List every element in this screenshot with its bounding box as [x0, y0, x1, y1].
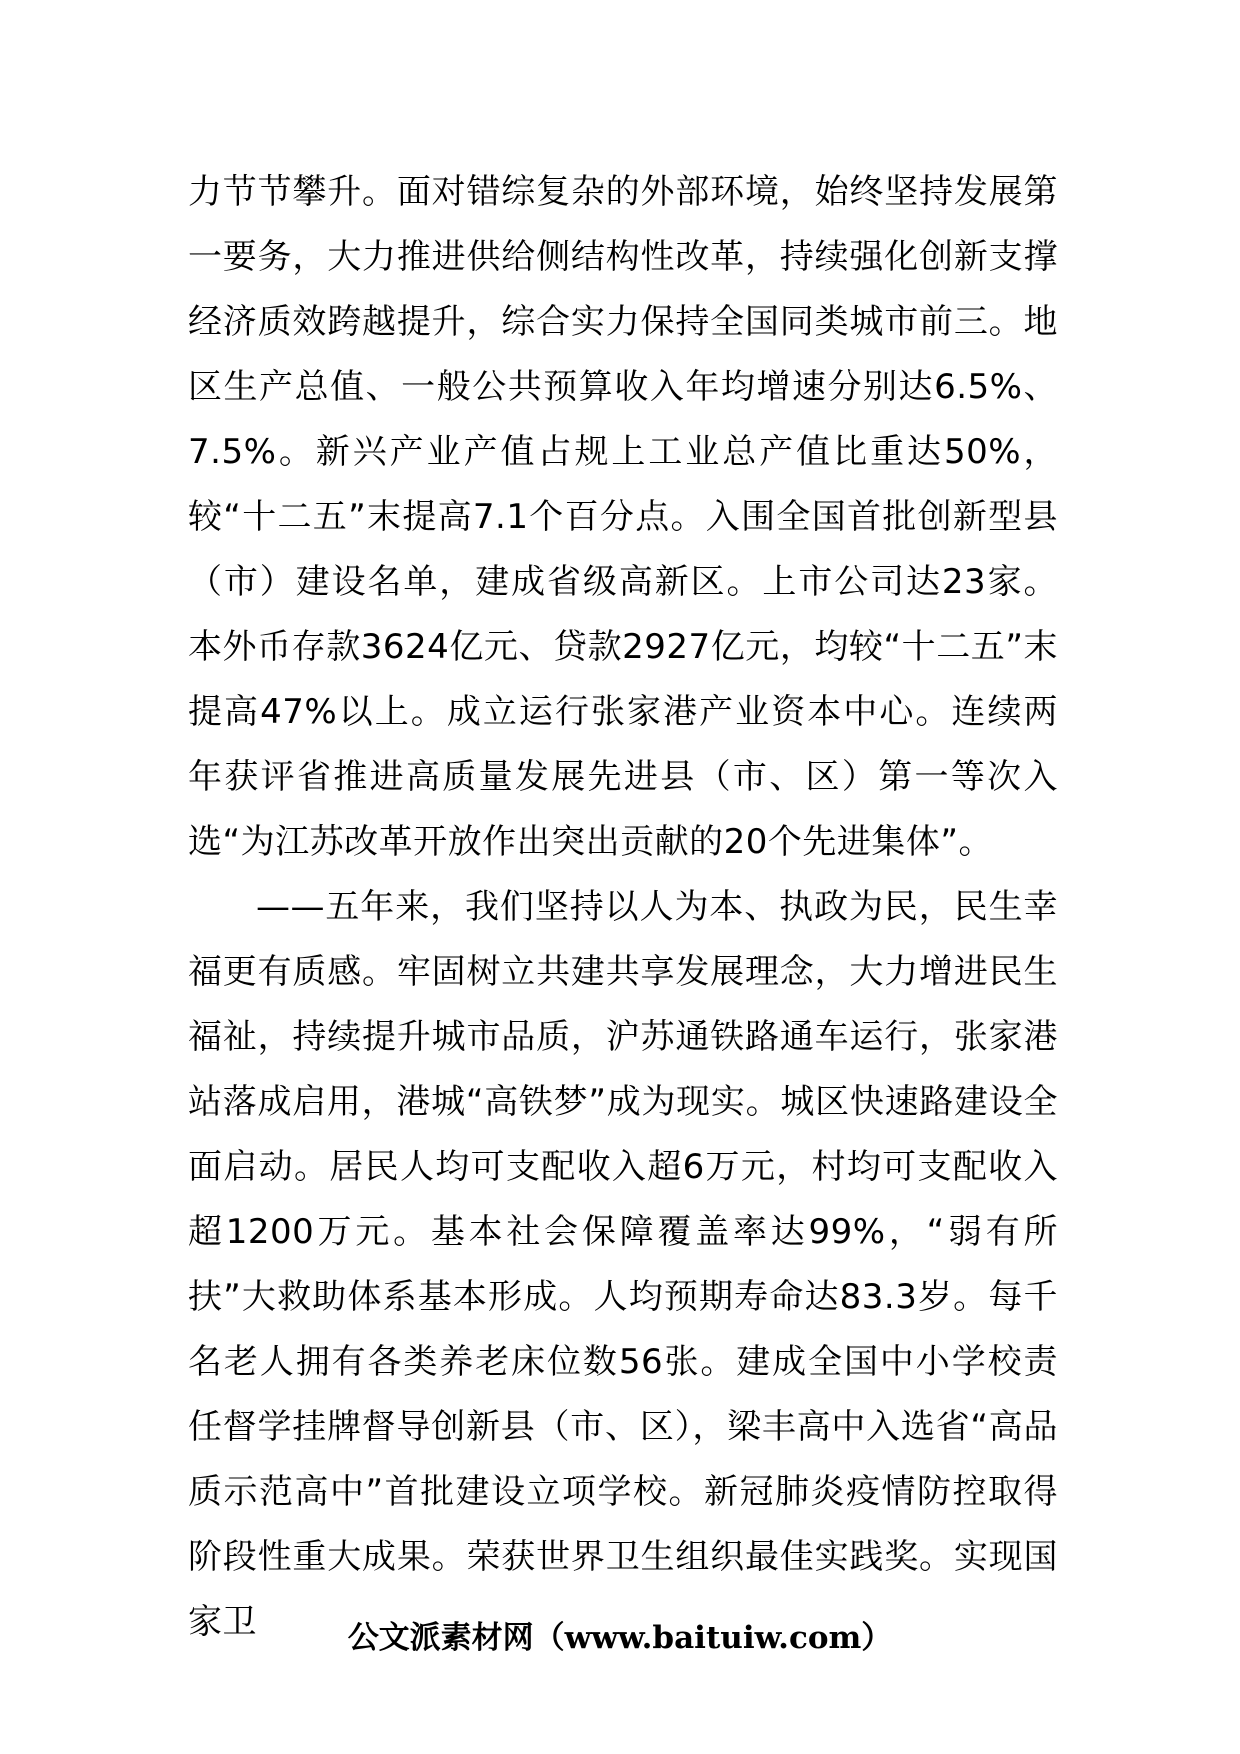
paragraph-livelihood: ——五年来，我们坚持以人为本、执政为民，民生幸福更有质感。牢固树立共建共享发展理念，大力增进民生福祉，持续提升城市品质，沪苏通铁路通车运行，张家港站落成启用，港城“高铁梦”成为现实。城区快速路建设全面启动。居民人均可支配收入超6万元，村均可支配收入超1200万元。基本社会保障覆盖率达99%，“弱有所扶”大救助体系基本形成。人均预期寿命达83.3岁。每千名老人拥有各类养老床位数56张。建成全国中小学校责任督学挂牌督导创新县（市、区），梁丰高中入选省“高品质示范高中”首批建设立项学校。新冠肺炎疫情防控取得阶段性重大成果。荣获世界卫生组织最佳实践奖。实现国家卫 [188, 887, 1058, 1642]
footer-watermark: 公文派素材网（www.baituiw.com） [347, 1620, 893, 1656]
document-body [188, 160, 1058, 1655]
paragraph-economy: 力节节攀升。面对错综复杂的外部环境，始终坚持发展第一要务，大力推进供给侧结构性改革，持续强化创新支撑经济质效跨越提升，综合实力保持全国同类城市前三。地区生产总值、一般公共预算收入年均增速分别达6.5%、7.5%。新兴产业产值占规上工业总产值比重达50%，较“十二五”末提高7.1个百分点。入围全国首批创新型县（市）建设名单，建成省级高新区。上市公司达23家。本外币存款3624亿元、贷款2927亿元，均较“十二五”末提高47%以上。成立运行张家港产业资本中心。连续两年获评省推进高质量发展先进县（市、区）第一等次入选“为江苏改革开放作出突出贡献的20个先进集体”。 [188, 172, 1058, 862]
